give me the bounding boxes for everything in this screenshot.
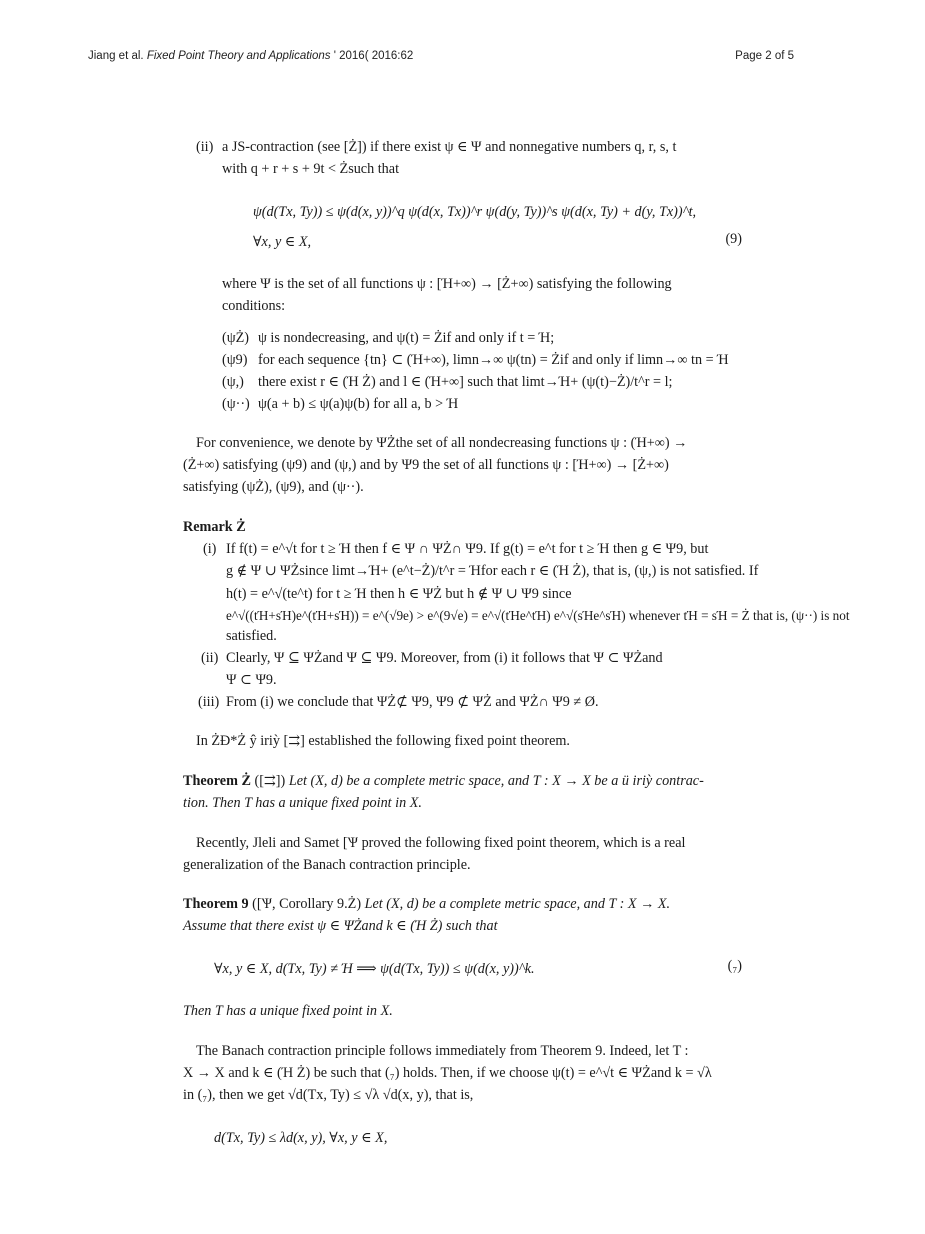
convenience-line2: (Ż+∞) satisfying (ψ9) and (ψ,) and by Ψ9 the set of all functions ψ : [Ή+∞) → [Ż+∞): [183, 457, 669, 473]
then-unique-fixed-point: Then T has a unique fixed point in X.: [183, 1003, 393, 1019]
remark-title: Remark Ż: [183, 519, 246, 535]
convenience-line3: satisfying (ψŻ), (ψ9), and (ψ··).: [183, 479, 364, 495]
remark-i-line5: satisfied.: [226, 628, 277, 644]
item-ii-line2: with q + r + s + 9t < Żsuch that: [222, 161, 400, 177]
header-citation-tail: ' 2016( 2016:62: [333, 50, 414, 62]
theorem-9-ref: ([Ѱ, Corollary 9.Ż): [252, 896, 362, 912]
condition-2-label: (ψ9): [222, 352, 248, 368]
running-header: [88, 50, 413, 62]
banach-line3: in (₇), then we get √d(Tx, Ty) ≤ √λ √d(x, y), that is,: [183, 1087, 474, 1103]
header-authors: Jiang et al.: [88, 50, 144, 62]
page-number: Page 2 of 5: [735, 50, 794, 62]
banach-line1: The Banach contraction principle follows immediately from Theorem 9. Indeed, let T :: [196, 1043, 689, 1059]
header-journal: Fixed Point Theory and Applications: [146, 50, 331, 62]
convenience-line1: For convenience, we denote by ΨŻthe set of all nondecreasing functions ψ : (Ή+∞) →: [196, 435, 688, 451]
remark-ii-line1: Clearly, Ψ ⊆ ΨŻand Ψ ⊆ Ψ9. Moreover, from (i) it follows that Ψ ⊂ ΨŻand: [226, 650, 663, 666]
recently-line1: Recently, Jleli and Samet [Ѱ proved the following fixed point theorem, which is a real: [196, 835, 686, 851]
item-ii-label: (ii): [196, 139, 214, 155]
equation-9-number: (9): [725, 231, 742, 247]
remark-i-label: (i): [203, 541, 217, 557]
theorem-9-title: Theorem 9: [183, 896, 249, 912]
remark-iii-line1: From (i) we conclude that ΨŻ⊄ Ψ9, Ψ9 ⊄ ΨŻ and ΨŻ∩ Ψ9 ≠ Ø.: [226, 694, 599, 710]
condition-1-text: ψ is nondecreasing, and ψ(t) = Żif and only if t = Ή;: [258, 330, 555, 346]
theorem-9-line2: Assume that there exist ψ ∈ ΨŻand k ∈ (Ή Ż) such that: [183, 918, 498, 934]
recently-line2: generalization of the Banach contraction principle.: [183, 857, 471, 873]
theorem-z-ref: ([⇉]): [254, 773, 286, 789]
condition-2-text: for each sequence {tn} ⊂ (Ή+∞), limn→∞ ψ(tn) = Żif and only if limn→∞ tn = Ή: [258, 352, 729, 368]
final-equation: d(Tx, Ty) ≤ λd(x, y), ∀x, y ∈ X,: [214, 1130, 388, 1146]
remark-i-line1: If f(t) = e^√t for t ≥ Ή then f ∈ Ψ ∩ ΨŻ∩ Ψ9. If g(t) = e^t for t ≥ Ή then g ∈ Ψ9, but: [226, 541, 709, 557]
where-line1: where Ψ is the set of all functions ψ : [Ή+∞) → [Ż+∞) satisfying the following: [222, 276, 672, 292]
theorem-9-line1: [183, 893, 670, 915]
condition-3-text: there exist r ∈ (Ή Ż) and l ∈ (Ή+∞] such that limt→Ή+ (ψ(t)−Ż)/t^r = l;: [258, 374, 673, 390]
equation-7: ∀x, y ∈ X, d(Tx, Ty) ≠ Ή ⟹ ψ(d(Tx, Ty)) ≤ ψ(d(x, y))^k.: [214, 961, 535, 977]
remark-ii-line2: Ψ ⊂ Ψ9.: [226, 672, 277, 688]
banach-line2: X → X and k ∈ (Ή Ż) be such that (₇) holds. Then, if we choose ψ(t) = e^√t ∈ ΨŻand k = √λ: [183, 1065, 712, 1081]
condition-4-label: (ψ··): [222, 396, 250, 412]
intro-theorem: In ŻÐ*Ż ŷ iriỳ [⇉] established the following fixed point theorem.: [196, 733, 570, 749]
where-line2: conditions:: [222, 298, 286, 314]
theorem-z-line1: [183, 770, 704, 792]
theorem-z-line2: tion. Then T has a unique fixed point in X.: [183, 795, 422, 811]
condition-4-text: ψ(a + b) ≤ ψ(a)ψ(b) for all a, b > Ή: [258, 396, 459, 412]
remark-i-line4: e^√((tΉ+sΉ)e^(tΉ+sΉ)) = e^(√9e) > e^(9√e) = e^√(tΉe^tΉ) e^√(sΉe^sΉ) whenever tΉ = sΉ = Ż that is, (ψ··) is not: [226, 608, 850, 623]
equation-9-line2: ∀x, y ∈ X,: [253, 234, 312, 250]
remark-iii-label: (iii): [198, 694, 220, 710]
condition-1-label: (ψŻ): [222, 330, 249, 346]
remark-ii-label: (ii): [201, 650, 219, 666]
theorem-z-body1: Let (X, d) be a complete metric space, and T : X → X be a ӥ iriỳ contrac-: [288, 773, 704, 789]
condition-3-label: (ψ,): [222, 374, 244, 390]
equation-9-line1: ψ(d(Tx, Ty)) ≤ ψ(d(x, y))^q ψ(d(x, Tx))^r ψ(d(y, Ty))^s ψ(d(x, Ty) + d(y, Tx))^t,: [253, 204, 697, 220]
theorem-z-title: Theorem Ż: [183, 773, 251, 789]
item-ii-line1: a JS-contraction (see [Ż]) if there exist ψ ∈ Ψ and nonnegative numbers q, r, s, t: [222, 139, 677, 155]
remark-i-line2: g ∉ Ψ ∪ ΨŻsince limt→Ή+ (e^t−Ż)/t^r = Ήfor each r ∈ (Ή Ż), that is, (ψ,) is not satisfied. If: [226, 563, 759, 579]
equation-7-number: (₇): [727, 958, 742, 974]
remark-i-line3: h(t) = e^√(te^t) for t ≥ Ή then h ∈ ΨŻ but h ∉ Ψ ∪ Ψ9 since: [226, 586, 572, 602]
theorem-9-body1: Let (X, d) be a complete metric space, and T : X → X.: [364, 896, 671, 912]
